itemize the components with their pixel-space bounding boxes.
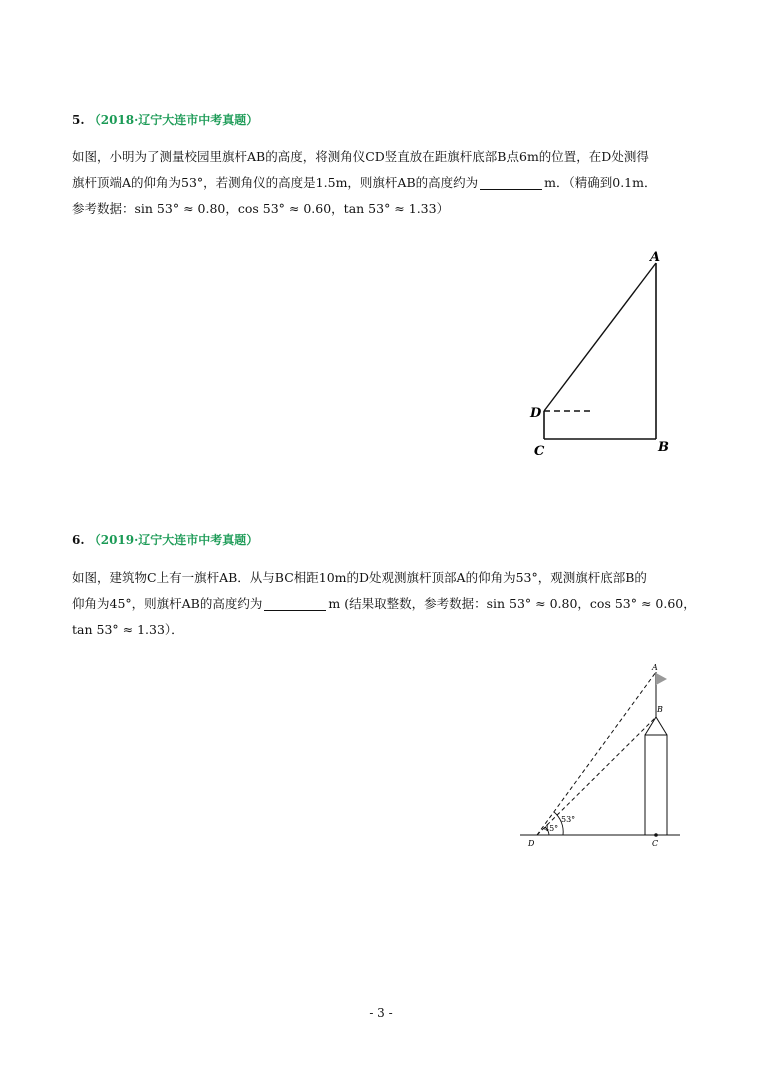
q5-line3: 参考数据：sin 53° ≈ 0.80，cos 53° ≈ 0.60，tan 53° ≈ 1.33） [72,201,450,216]
q5-figure [520,245,680,460]
q5-line2-start: 旗杆顶端A的仰角为53°，若测角仪的高度是1.5m，则旗杆AB的高度约为 [72,175,479,190]
q5-label-a: A [650,250,661,265]
q6-building-roof [645,717,667,735]
q5-text [72,144,692,222]
q5-header [72,111,258,128]
q6-sight-line-b [537,717,656,835]
q5-label-d: D [530,406,542,421]
q5-source: （2018·辽宁大连市中考真题） [88,113,259,127]
q6-figure [515,660,690,855]
q6-line2-start: 仰角为45°，则旗杆AB的高度约为 [72,596,263,611]
q5-line2-end: m．（精确到0.1m． [544,175,657,190]
q5-segment-da [544,263,656,411]
q5-answer-blank [480,175,542,190]
q6-label-a: A [652,663,658,672]
q6-number: 6. [72,533,85,547]
q6-text [72,565,696,643]
q6-line2-end: m (结果取整数，参考数据：sin 53° ≈ 0.80，cos 53° ≈ 0.60， [328,596,696,611]
q6-sight-line-a [537,672,656,835]
q5-label-b: B [658,440,669,455]
q6-label-b: B [657,705,663,714]
q5-line2 [72,170,692,196]
q6-angle-label-53: 53° [561,815,576,824]
q6-source: （2019·辽宁大连市中考真题） [88,533,259,547]
q6-label-c: C [652,839,659,848]
q6-line2 [72,591,696,617]
q6-line1: 如图，建筑物C上有一旗杆AB．从与BC相距10m的D处观测旗杆顶部A的仰角为53°，观测旗杆底部B的 [72,570,647,585]
q6-point-c [654,833,658,837]
q6-answer-blank [264,596,326,611]
q5-line1: 如图，小明为了测量校园里旗杆AB的高度，将测角仪CD竖直放在距旗杆底部B点6m的位置，在D处测得 [72,149,649,164]
q5-label-c: C [534,444,545,459]
q6-flag [656,673,667,685]
q6-building [645,735,667,835]
q6-label-d: D [528,839,535,848]
q6-angle-label-45: 45° [544,824,559,833]
q5-number: 5. [72,113,85,127]
q6-header [72,531,258,548]
page-number: - 3 - [369,1006,393,1020]
q6-line3: tan 53° ≈ 1.33）． [72,622,184,637]
